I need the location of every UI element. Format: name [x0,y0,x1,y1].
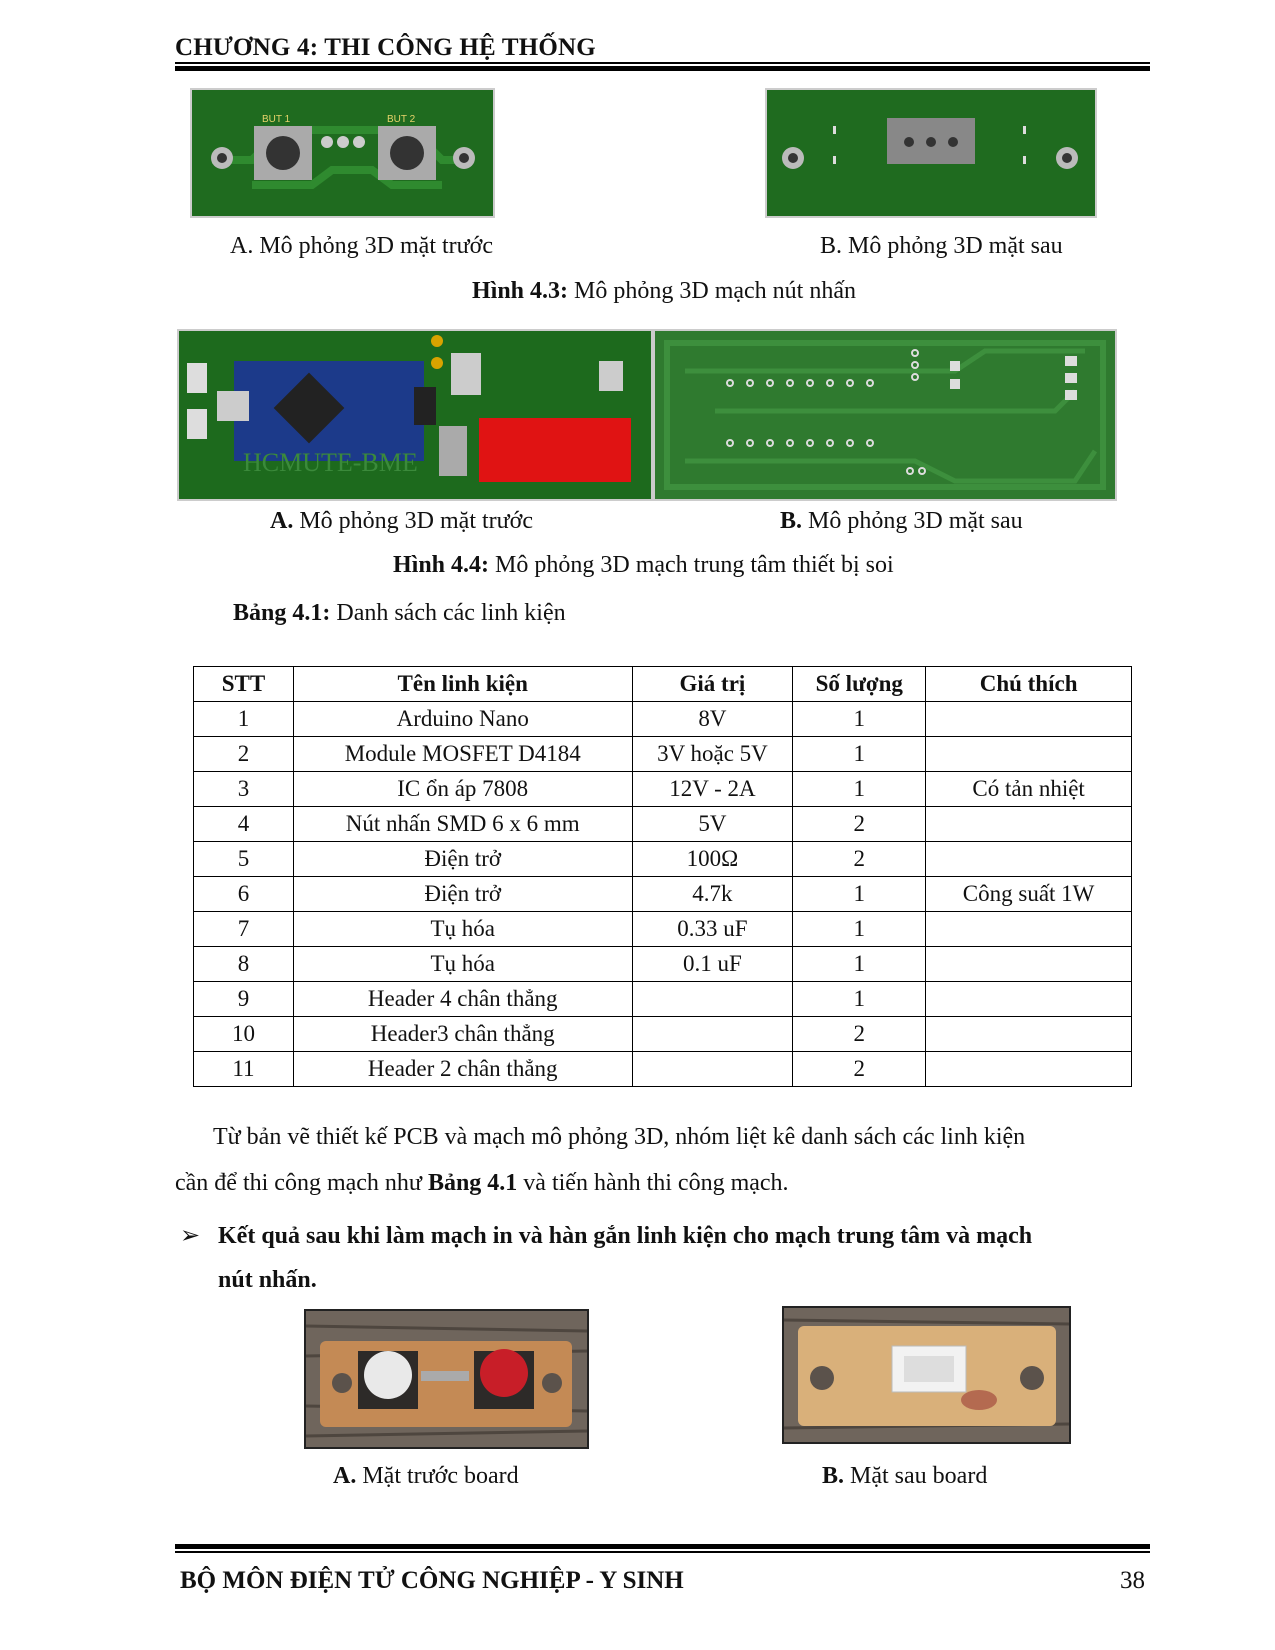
bullet-arrow-icon: ➢ [180,1223,201,1249]
board-front-photo [304,1309,589,1449]
table-cell: 8V [632,702,793,737]
paragraph-line-2: cần để thi công mạch như Bảng 4.1 và tiến hành thi công mạch. [175,1170,789,1196]
button-pcb-back-image [765,88,1097,218]
fig43-caption-a: A. Mô phỏng 3D mặt trước [230,233,494,259]
fig44-title: Hình 4.4: Mô phỏng 3D mạch trung tâm thiết bị soi [393,552,894,578]
table-cell [926,807,1132,842]
but2-label: BUT 2 [387,114,416,125]
table-cell [632,982,793,1017]
fig44-caption-a: A. Mô phỏng 3D mặt trước [270,508,534,534]
table-row [194,842,1132,877]
table-row [194,772,1132,807]
table-cell: 1 [793,877,926,912]
table-cell: 6 [194,877,294,912]
table-cell: Tụ hóa [293,912,632,947]
table-row [194,947,1132,982]
table-cell: 5V [632,807,793,842]
table-cell: Điện trở [293,877,632,912]
table-cell [926,1052,1132,1087]
table-cell: 2 [793,807,926,842]
header-rule-thick [175,66,1150,71]
table-cell: 1 [793,702,926,737]
fig43-caption-b: B. Mô phỏng 3D mặt sau [820,233,1063,259]
table-cell [926,702,1132,737]
table-cell: 7 [194,912,294,947]
table-cell: 2 [793,1052,926,1087]
table-header-cell: Chú thích [926,667,1132,702]
table-cell: Header 2 chân thẳng [293,1052,632,1087]
chapter-header: CHƯƠNG 4: THI CÔNG HỆ THỐNG [175,34,596,61]
table-cell: 1 [793,737,926,772]
table-cell [632,1052,793,1087]
table-cell: IC ổn áp 7808 [293,772,632,807]
table-cell: 3 [194,772,294,807]
result-bullet: ➢ Kết quả sau khi làm mạch in và hàn gắn linh kiện cho mạch trung tâm và mạch [180,1214,1150,1258]
table-header-row [194,667,1132,702]
header-rule-thin [175,62,1150,64]
result-bullet-line-2: nút nhấn. [218,1267,317,1293]
fig43-title: Hình 4.3: Mô phỏng 3D mạch nút nhấn [472,278,856,304]
table-cell [926,842,1132,877]
table-cell: 3V hoặc 5V [632,737,793,772]
table-cell: Có tản nhiệt [926,772,1132,807]
photo-caption-b: B. Mặt sau board [822,1463,988,1489]
table-cell: 0.1 uF [632,947,793,982]
table-cell: 9 [194,982,294,1017]
table-body [194,702,1132,1087]
table-cell [632,1017,793,1052]
footer-department: BỘ MÔN ĐIỆN TỬ CÔNG NGHIỆP - Y SINH [180,1567,684,1594]
photo-caption-a: A. Mặt trước board [333,1463,519,1489]
table-cell: 5 [194,842,294,877]
table-cell: 1 [793,947,926,982]
table-row [194,982,1132,1017]
table-cell: 12V - 2A [632,772,793,807]
paragraph-line-1: Từ bản vẽ thiết kế PCB và mạch mô phỏng 3D, nhóm liệt kê danh sách các linh kiện [213,1124,1026,1150]
table-cell: 10 [194,1017,294,1052]
table-cell: 1 [793,982,926,1017]
table-header-cell: STT [194,667,294,702]
table-cell: Điện trở [293,842,632,877]
table-header-cell: Số lượng [793,667,926,702]
table-cell: 2 [793,842,926,877]
but1-label: BUT 1 [262,114,291,125]
fig44-caption-b: B. Mô phỏng 3D mặt sau [780,508,1023,534]
table-row [194,1017,1132,1052]
table-title: Bảng 4.1: Danh sách các linh kiện [233,600,566,626]
table-cell: 0.33 uF [632,912,793,947]
footer-rule-thick [175,1544,1150,1549]
table-row [194,912,1132,947]
central-pcb-back-image [653,329,1117,501]
button-pcb-front-image [190,88,495,218]
table-cell [926,737,1132,772]
table-cell: 4.7k [632,877,793,912]
table-cell [926,1017,1132,1052]
table-cell: Arduino Nano [293,702,632,737]
table-cell: 2 [793,1017,926,1052]
table-cell: 1 [793,912,926,947]
table-row [194,877,1132,912]
table-cell: Header3 chân thẳng [293,1017,632,1052]
central-pcb-front-image [177,329,653,501]
table-cell: 11 [194,1052,294,1087]
table-cell: Tụ hóa [293,947,632,982]
table-cell [926,912,1132,947]
silkscreen-label: HCMUTE-BME [243,448,418,477]
table-row [194,807,1132,842]
table-cell: 2 [194,737,294,772]
table-cell: 4 [194,807,294,842]
table-row [194,737,1132,772]
table-row [194,1052,1132,1087]
table-cell: 100Ω [632,842,793,877]
table-cell: 1 [194,702,294,737]
table-cell: Nút nhấn SMD 6 x 6 mm [293,807,632,842]
table-cell: Header 4 chân thẳng [293,982,632,1017]
page-number: 38 [1120,1567,1145,1594]
components-table [193,666,1132,1087]
table-cell: Module MOSFET D4184 [293,737,632,772]
table-cell: 1 [793,772,926,807]
table-cell: Công suất 1W [926,877,1132,912]
board-back-photo [782,1306,1071,1444]
table-cell [926,947,1132,982]
table-cell: 8 [194,947,294,982]
footer-rule-thin [175,1551,1150,1553]
table-cell [926,982,1132,1017]
table-header-cell: Tên linh kiện [293,667,632,702]
table-header-cell: Giá trị [632,667,793,702]
table-row [194,702,1132,737]
